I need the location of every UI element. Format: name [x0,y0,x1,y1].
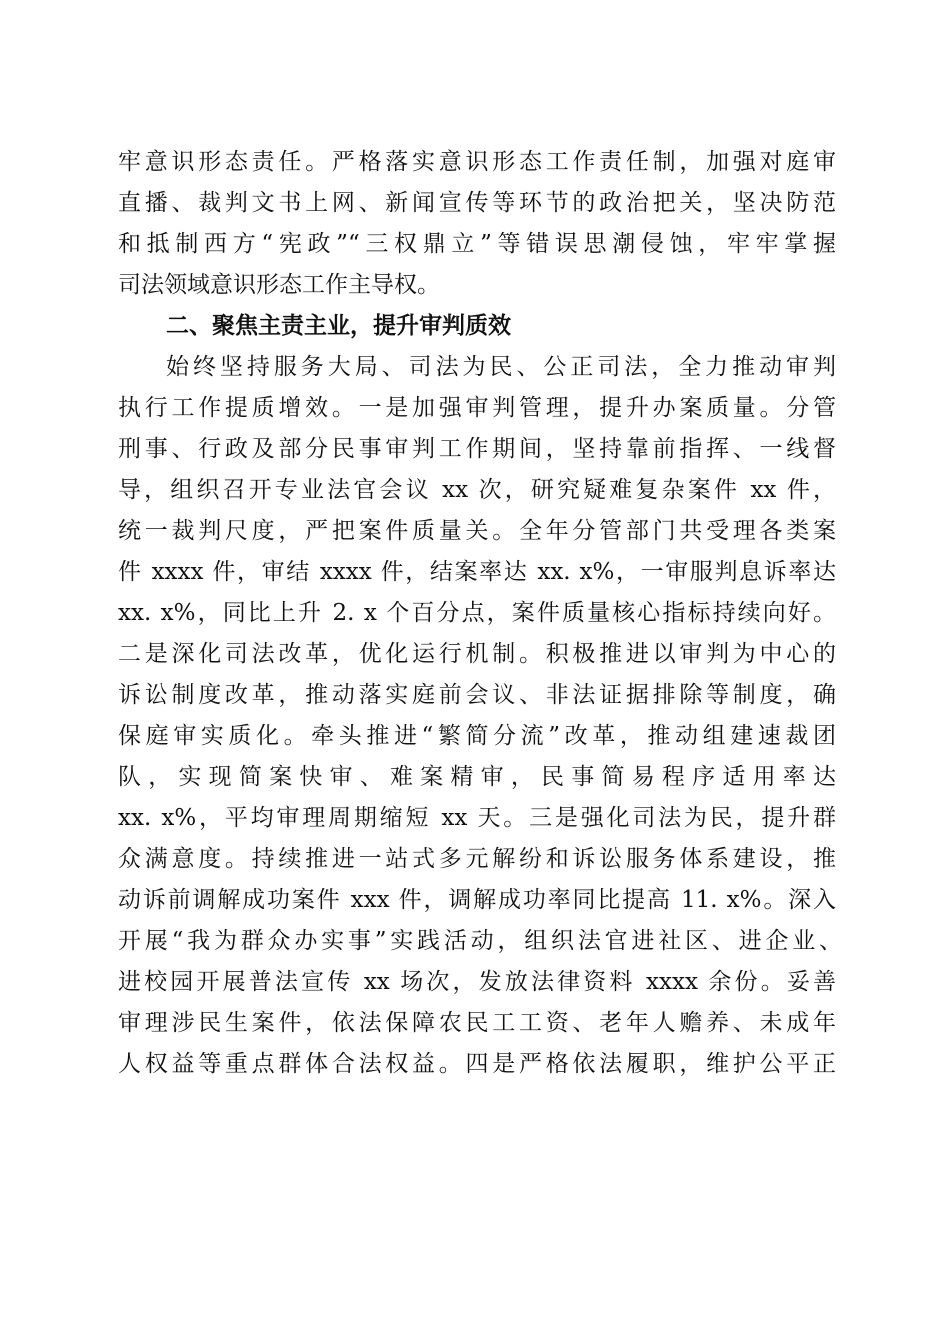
paragraph-line: 始终坚持服务大局、司法为民、公正司法，全力推动审判 [166,354,836,380]
paragraph-line: 进校园开展普法宣传 xx 场次，发放法律资料 xxxx 余份。妥善 [118,969,836,995]
paragraph-line: 导，组织召开专业法官会议 xx 次，研究疑难复杂案件 xx 件， [118,477,836,503]
paragraph-line: 队，实现简案快审、难案精审，民事简易程序适用率达 [118,764,836,790]
section-heading: 二、聚焦主责主业，提升审判质效 [166,313,511,339]
paragraph-line: 众满意度。持续推进一站式多元解纷和诉讼服务体系建设，推 [118,846,836,872]
paragraph-line: 统一裁判尺度，严把案件质量关。全年分管部门共受理各类案 [118,518,836,544]
paragraph-line: 和抵制西方“宪政”“三权鼎立”等错误思潮侵蚀，牢牢掌握 [118,231,836,257]
paragraph-line: 牢意识形态责任。严格落实意识形态工作责任制，加强对庭审 [118,149,836,175]
paragraph-line: 直播、裁判文书上网、新闻宣传等环节的政治把关，坚决防范 [118,190,836,216]
paragraph-line: 刑事、行政及部分民事审判工作期间，坚持靠前指挥、一线督 [118,436,836,462]
paragraph-line: 审理涉民生案件，依法保障农民工工资、老年人赡养、未成年 [118,1010,836,1036]
paragraph-line: xx. x%，同比上升 2. x 个百分点，案件质量核心指标持续向好。 [118,600,836,626]
paragraph-line: 二是深化司法改革，优化运行机制。积极推进以审判为中心的 [118,641,836,667]
paragraph-line: 动诉前调解成功案件 xxx 件，调解成功率同比提高 11. x%。深入 [118,887,836,913]
paragraph-line: 保庭审实质化。牵头推进“繁简分流”改革，推动组建速裁团 [118,723,836,749]
paragraph-line: 件 xxxx 件，审结 xxxx 件，结案率达 xx. x%，一审服判息诉率达 [118,559,836,585]
paragraph-line: xx. x%，平均审理周期缩短 xx 天。三是强化司法为民，提升群 [118,805,836,831]
paragraph-line: 诉讼制度改革，推动落实庭前会议、非法证据排除等制度，确 [118,682,836,708]
paragraph-line: 开展“我为群众办实事”实践活动，组织法官进社区、进企业、 [118,928,842,954]
paragraph-line: 人权益等重点群体合法权益。四是严格依法履职，维护公平正 [118,1051,836,1077]
paragraph-line: 司法领域意识形态工作主导权。 [118,272,440,298]
paragraph-line: 执行工作提质增效。一是加强审判管理，提升办案质量。分管 [118,395,836,421]
